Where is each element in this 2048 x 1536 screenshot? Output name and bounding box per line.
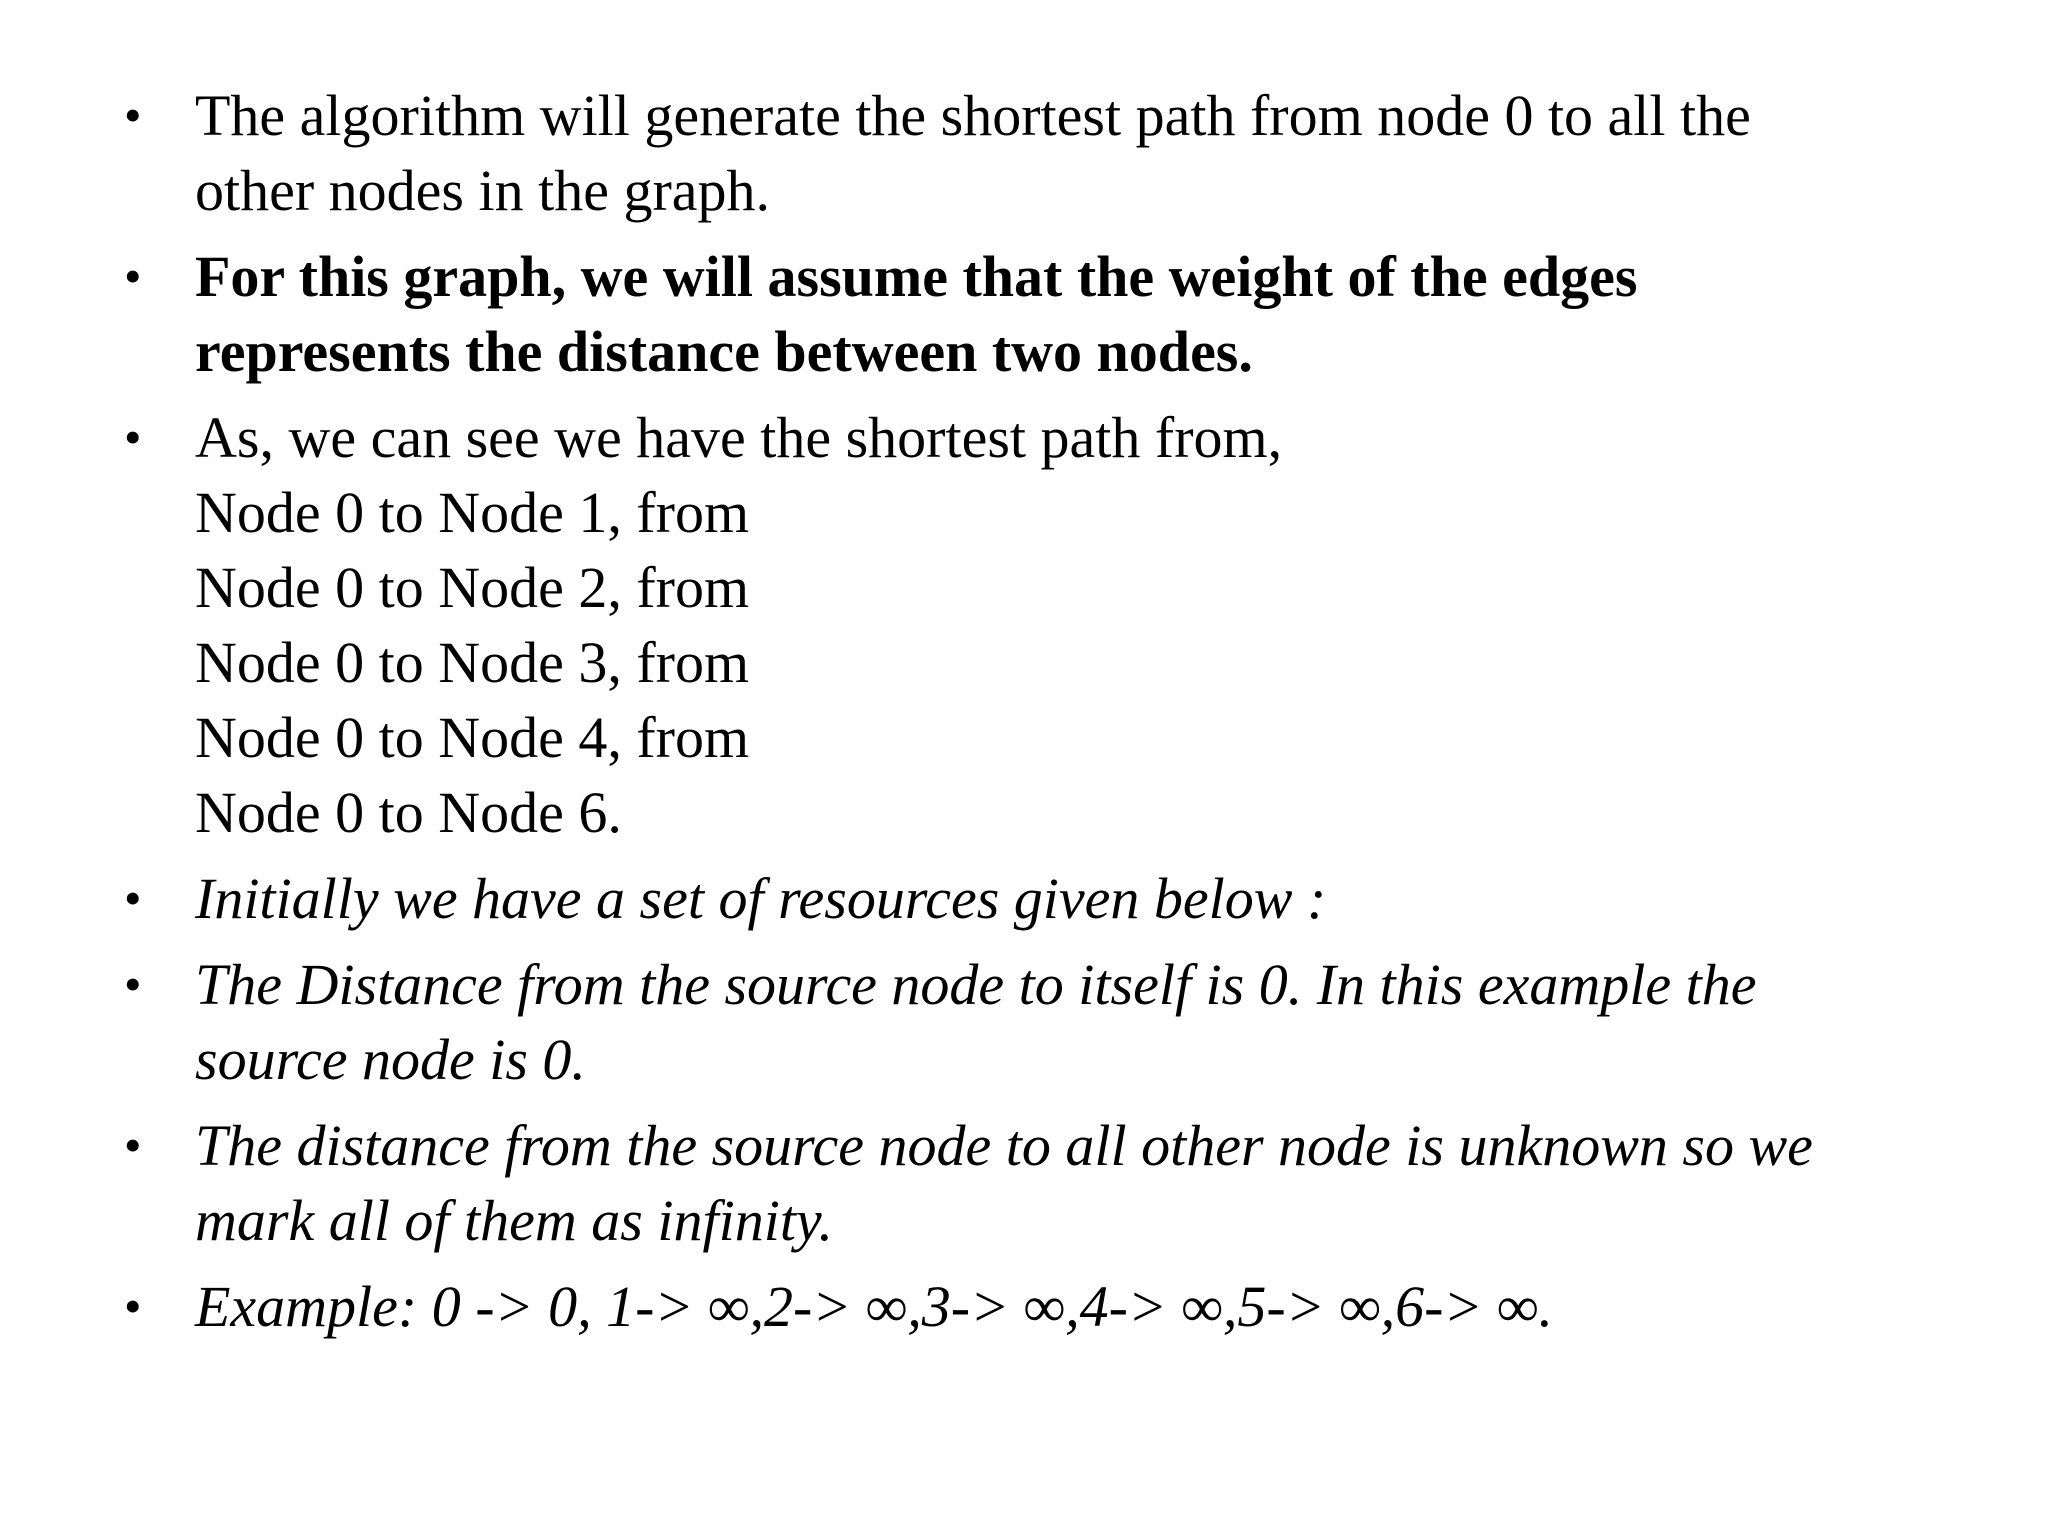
bullet-3-line-6: Node 0 to Node 6. xyxy=(195,780,622,845)
bullet-list xyxy=(0,78,2048,1344)
bullet-3-line-1: As, we can see we have the shortest path from, xyxy=(195,405,1283,470)
bullet-3-line-4: Node 0 to Node 3, from xyxy=(195,630,750,695)
bullet-dot-icon: • xyxy=(124,1278,142,1334)
bullet-item-6 xyxy=(0,1108,2048,1258)
bullet-5-line-2: source node is 0. xyxy=(195,1027,586,1092)
bullet-item-7 xyxy=(0,1269,2048,1344)
bullet-6-line-1: The distance from the source node to all other node is unknown so we xyxy=(195,1113,1813,1178)
bullet-2-line-1: For this graph, we will assume that the weight of the edges xyxy=(195,244,1638,309)
bullet-4-line-1: Initially we have a set of resources given below : xyxy=(195,866,1327,931)
bullet-3-line-2: Node 0 to Node 1, from xyxy=(195,480,750,545)
bullet-item-1 xyxy=(0,78,2048,228)
bullet-item-5 xyxy=(0,947,2048,1097)
bullet-dot-icon: • xyxy=(124,409,142,465)
bullet-dot-icon: • xyxy=(124,1117,142,1173)
bullet-1-line-2: other nodes in the graph. xyxy=(195,158,771,223)
bullet-2-line-2: represents the distance between two nodes. xyxy=(195,319,1253,384)
bullet-dot-icon: • xyxy=(124,87,142,143)
bullet-item-3 xyxy=(0,400,2048,850)
bullet-6-line-2: mark all of them as infinity. xyxy=(195,1188,833,1253)
bullet-5-line-1: The Distance from the source node to itself is 0. In this example the xyxy=(195,952,1757,1017)
bullet-1-line-1: The algorithm will generate the shortest path from node 0 to all the xyxy=(195,83,1751,148)
bullet-item-4 xyxy=(0,861,2048,936)
bullet-dot-icon: • xyxy=(124,870,142,926)
bullet-3-line-5: Node 0 to Node 4, from xyxy=(195,705,750,770)
bullet-dot-icon: • xyxy=(124,956,142,1012)
bullet-dot-icon: • xyxy=(124,248,142,304)
bullet-3-line-3: Node 0 to Node 2, from xyxy=(195,555,750,620)
bullet-7-line-1: Example: 0 -> 0, 1-> ∞,2-> ∞,3-> ∞,4-> ∞,5-> ∞,6-> ∞. xyxy=(195,1274,1553,1339)
bullet-item-2 xyxy=(0,239,2048,389)
